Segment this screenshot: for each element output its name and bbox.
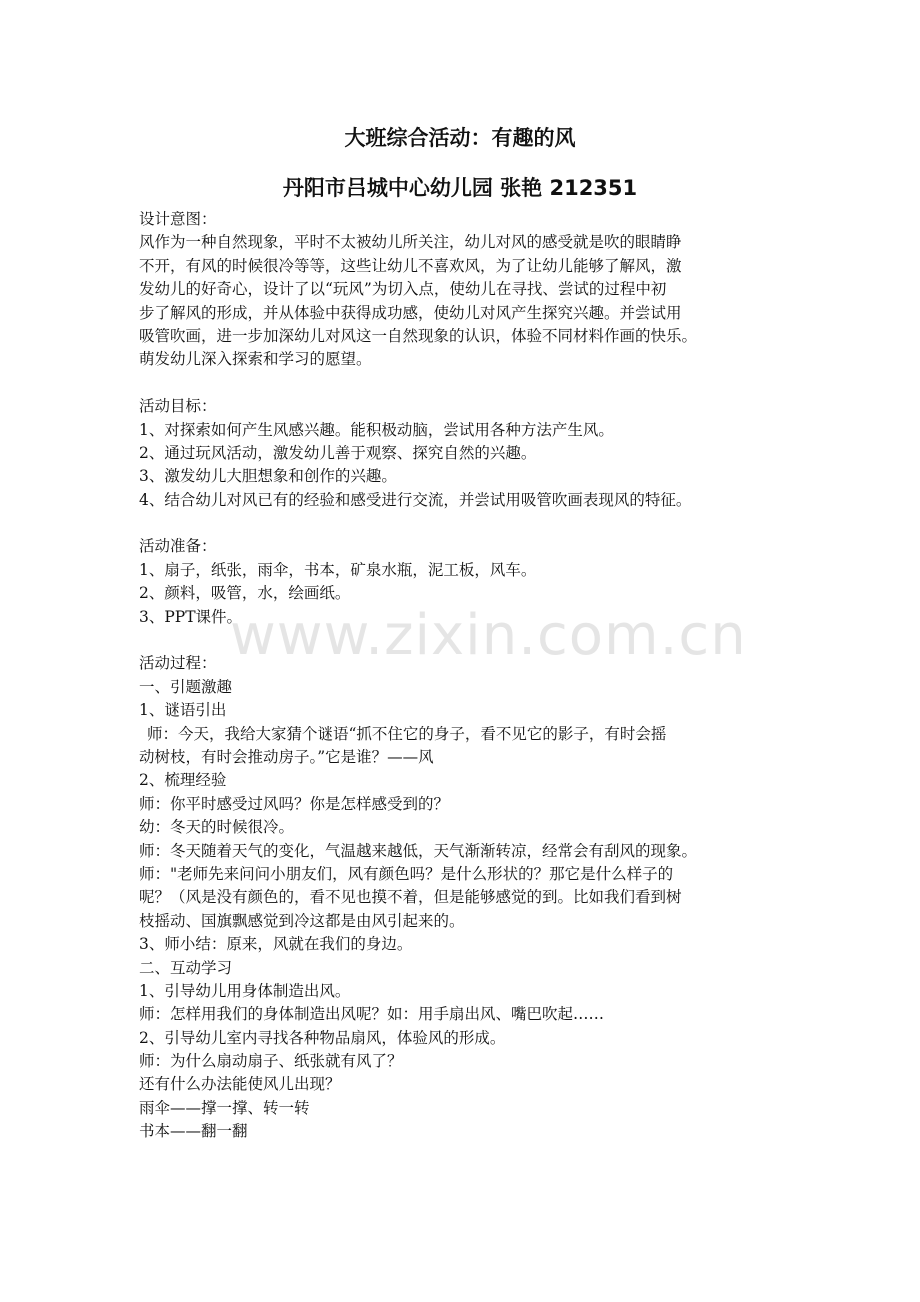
process-step-title: 1、谜语引出 bbox=[139, 701, 227, 720]
process-line: 师：为什么扇动扇子、纸张就有风了？ bbox=[139, 1052, 403, 1071]
design-line: 发幼儿的好奇心，设计了以“玩风”为切入点，使幼儿在寻找、尝试的过程中初 bbox=[139, 280, 667, 299]
process-step-title: 2、梳理经验 bbox=[139, 771, 227, 790]
goal-item: 4、结合幼儿对风已有的经验和感受进行交流，并尝试用吸管吹画表现风的特征。 bbox=[139, 490, 692, 509]
process-line: 师：今天，我给大家猜个谜语“抓不住它的身子，看不见它的影子，有时会摇 bbox=[147, 724, 667, 743]
prep-item: 1、扇子，纸张，雨伞，书本，矿泉水瓶，泥工板，风车。 bbox=[139, 560, 537, 579]
prep-heading: 活动准备： bbox=[139, 537, 217, 556]
process-line: 枝摇动、国旗飘感觉到冷这都是由风引起来的。 bbox=[139, 911, 465, 930]
goal-item: 1、对探索如何产生风感兴趣。能积极动脑，尝试用各种方法产生风。 bbox=[139, 420, 614, 439]
spacer bbox=[139, 629, 789, 652]
process-line: 动树枝，有时会推动房子。”它是谁？——风 bbox=[139, 747, 434, 766]
document-body bbox=[139, 208, 789, 1144]
goal-item: 2、通过玩风活动，激发幼儿善于观察、探究自然的兴趣。 bbox=[139, 443, 537, 462]
design-heading: 设计意图： bbox=[139, 210, 217, 228]
process-line: 呢？（风是没有颜色的，看不见也摸不着，但是能够感觉的到。比如我们看到树 bbox=[139, 888, 682, 907]
process-step-title: 2、引导幼儿室内寻找各种物品扇风，体验风的形成。 bbox=[139, 1028, 506, 1047]
goals-heading: 活动目标： bbox=[139, 397, 217, 416]
process-section-title: 二、互动学习 bbox=[139, 958, 233, 977]
prep-item: 2、颜料，吸管，水，绘画纸。 bbox=[139, 584, 351, 603]
process-line: 书本——翻一翻 bbox=[139, 1122, 248, 1141]
watermark: www.zixin.com.cn bbox=[230, 603, 747, 668]
design-line: 步了解风的形成，并从体验中获得成功感，使幼儿对风产生探究兴趣。并尝试用 bbox=[139, 303, 682, 322]
process-step-title: 1、引导幼儿用身体制造出风。 bbox=[139, 981, 351, 1000]
prep-item: 3、PPT课件。 bbox=[139, 607, 243, 626]
process-line: 还有什么办法能使风儿出现？ bbox=[139, 1075, 341, 1094]
process-line: 幼：冬天的时候很冷。 bbox=[139, 818, 295, 837]
design-line: 吸管吹画，进一步加深幼儿对风这一自然现象的认识，体验不同材料作画的快乐。 bbox=[139, 326, 698, 345]
process-heading: 活动过程： bbox=[139, 654, 217, 673]
process-line: 师："老师先来问问小朋友们，风有颜色吗？是什么形状的？那它是什么样子的 bbox=[139, 864, 674, 883]
document-subtitle: 丹阳市吕城中心幼儿园 张艳 212351 bbox=[282, 176, 638, 200]
design-line: 萌发幼儿深入探索和学习的愿望。 bbox=[139, 350, 372, 369]
design-line: 风作为一种自然现象，平时不太被幼儿所关注，幼儿对风的感受就是吹的眼睛睁 bbox=[139, 233, 682, 252]
process-line: 师：怎样用我们的身体制造出风呢？如：用手扇出风、嘴巴吹起…… bbox=[139, 1005, 605, 1024]
goal-item: 3、激发幼儿大胆想象和创作的兴趣。 bbox=[139, 467, 397, 486]
process-line: 师：冬天随着天气的变化，气温越来越低，天气渐渐转凉，经常会有刮风的现象。 bbox=[139, 841, 698, 860]
spacer bbox=[139, 512, 789, 535]
process-section-title: 一、引题激趣 bbox=[139, 677, 233, 696]
process-line: 师：你平时感受过风吗？你是怎样感受到的？ bbox=[139, 794, 450, 813]
spacer bbox=[139, 372, 789, 395]
process-line: 3、师小结：原来，风就在我们的身边。 bbox=[139, 935, 413, 954]
process-line: 雨伞——撑一撑、转一转 bbox=[139, 1098, 310, 1117]
document-title: 大班综合活动：有趣的风 bbox=[344, 126, 576, 150]
design-line: 不开，有风的时候很冷等等，这些让幼儿不喜欢风，为了让幼儿能够了解风，激 bbox=[139, 256, 682, 275]
